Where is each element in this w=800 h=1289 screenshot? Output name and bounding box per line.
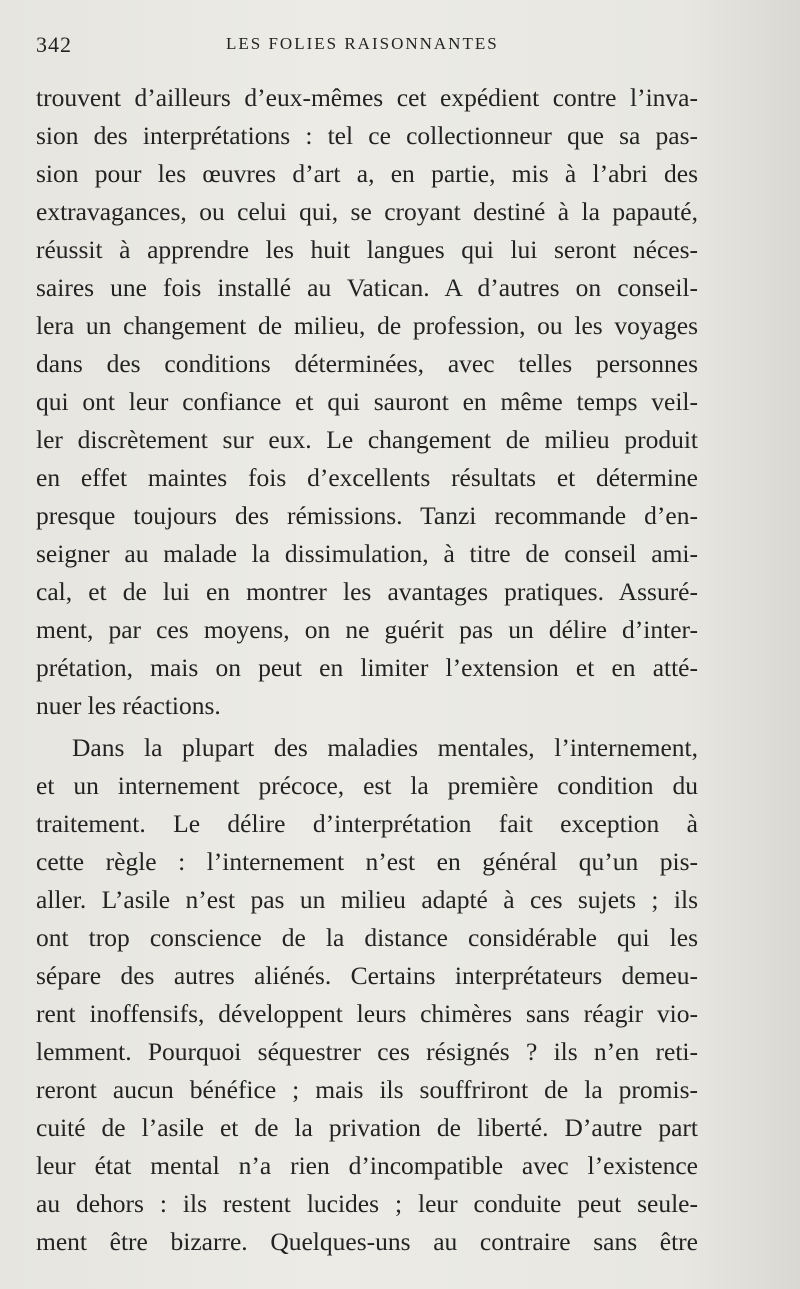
text-line: et un internement précoce, est la première condition du bbox=[36, 771, 698, 800]
text-line-paragraph-end: nuer les réactions. bbox=[36, 691, 221, 720]
text-line: seigner au malade la dissimulation, à titre de conseil ami- bbox=[36, 539, 698, 568]
text-line: au dehors : ils restent lucides ; leur conduite peut seule- bbox=[36, 1189, 698, 1218]
text-line: réussit à apprendre les huit langues qui lui seront néces- bbox=[36, 235, 698, 264]
text-line: lemment. Pourquoi séquestrer ces résignés ? ils n’en reti- bbox=[36, 1037, 698, 1066]
text-line: traitement. Le délire d’interprétation fait exception à bbox=[36, 809, 698, 838]
text-line: trouvent d’ailleurs d’eux-mêmes cet expédient contre l’inva- bbox=[36, 83, 698, 112]
text-line: cette règle : l’internement n’est en général qu’un pis- bbox=[36, 847, 698, 876]
text-line: qui ont leur confiance et qui sauront en même temps veil- bbox=[36, 387, 698, 416]
page-number: 342 bbox=[36, 32, 72, 57]
text-line: ler discrètement sur eux. Le changement de milieu produit bbox=[36, 425, 698, 454]
text-line: cal, et de lui en montrer les avantages pratiques. Assuré- bbox=[36, 577, 698, 606]
text-line: extravagances, ou celui qui, se croyant destiné à la papauté, bbox=[36, 197, 698, 226]
text-line: rent inoffensifs, développent leurs chimères sans réagir vio- bbox=[36, 999, 698, 1028]
page-header bbox=[36, 32, 700, 60]
text-line: cuité de l’asile et de la privation de liberté. D’autre part bbox=[36, 1113, 698, 1142]
text-line: leur état mental n’a rien d’incompatible avec l’existence bbox=[36, 1151, 698, 1180]
text-line-paragraph-start: Dans la plupart des maladies mentales, l’internement, bbox=[72, 733, 698, 762]
text-line: ment, par ces moyens, on ne guérit pas un délire d’inter- bbox=[36, 615, 698, 644]
text-line: sion pour les œuvres d’art a, en partie, mis à l’abri des bbox=[36, 159, 698, 188]
text-line: en effet maintes fois d’excellents résultats et détermine bbox=[36, 463, 698, 492]
text-line: saires une fois installé au Vatican. A d’autres on conseil- bbox=[36, 273, 698, 302]
text-line: prétation, mais on peut en limiter l’extension et en atté- bbox=[36, 653, 698, 682]
text-line: reront aucun bénéfice ; mais ils souffriront de la promis- bbox=[36, 1075, 698, 1104]
text-line: presque toujours des rémissions. Tanzi recommande d’en- bbox=[36, 501, 698, 530]
text-line: dans des conditions déterminées, avec telles personnes bbox=[36, 349, 698, 378]
running-title: LES FOLIES RAISONNANTES bbox=[226, 34, 499, 53]
text-line: sépare des autres aliénés. Certains interprétateurs demeu- bbox=[36, 961, 698, 990]
text-line: sion des interprétations : tel ce collectionneur que sa pas- bbox=[36, 121, 698, 150]
text-line: lera un changement de milieu, de profession, ou les voyages bbox=[36, 311, 698, 340]
text-line: aller. L’asile n’est pas un milieu adapté à ces sujets ; ils bbox=[36, 885, 698, 914]
text-line: ment être bizarre. Quelques-uns au contraire sans être bbox=[36, 1227, 698, 1256]
text-line: ont trop conscience de la distance considérable qui les bbox=[36, 923, 698, 952]
